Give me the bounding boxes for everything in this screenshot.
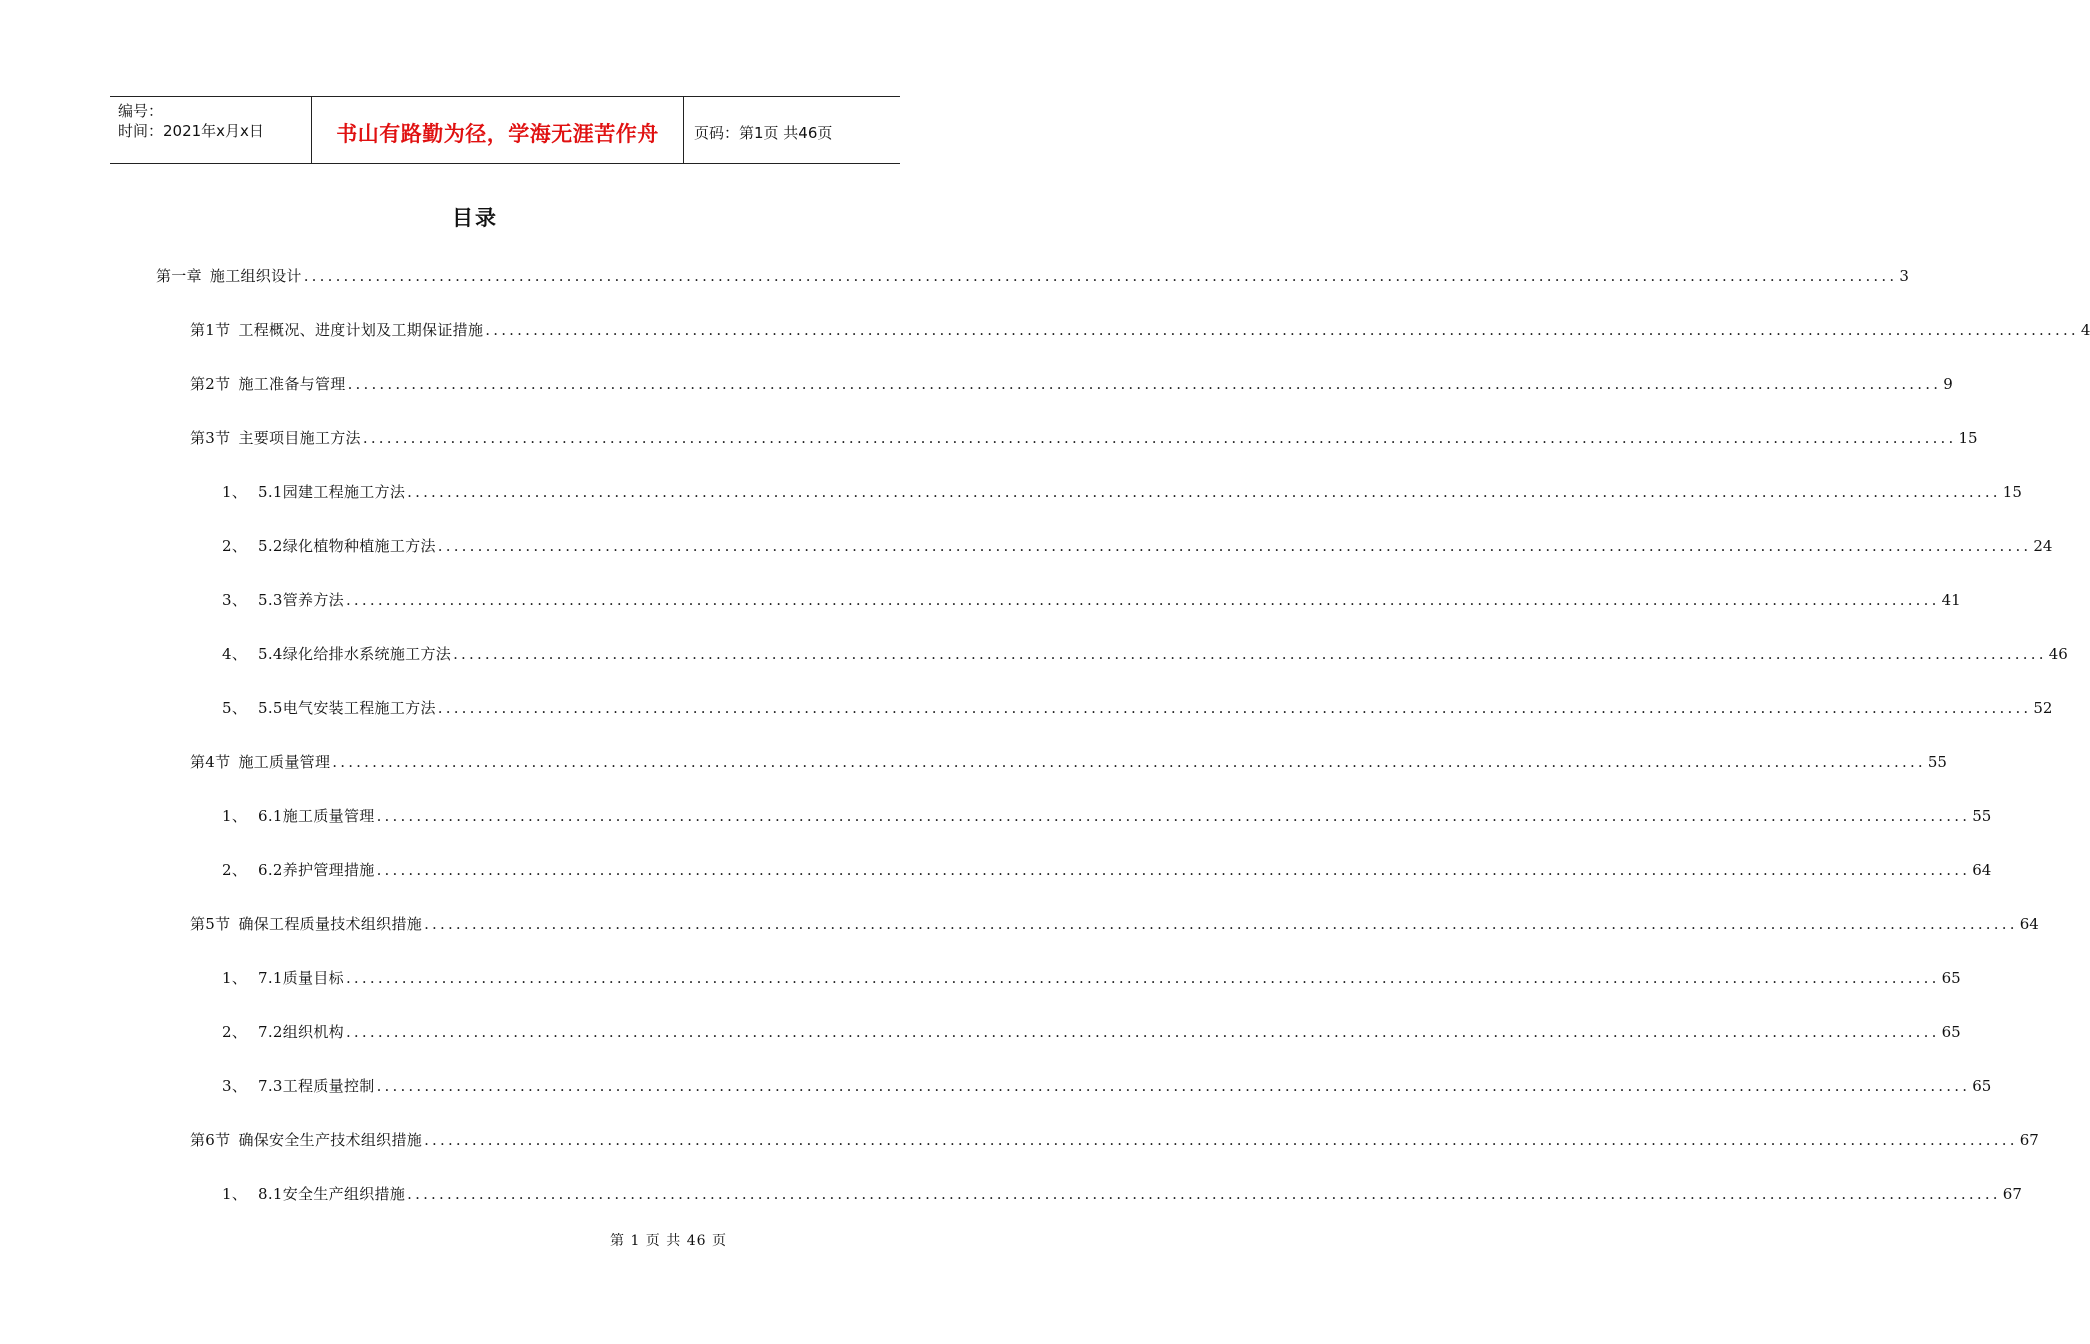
toc-entry-page: 67: [2019, 1131, 2039, 1149]
toc-entry-page: 64: [2019, 915, 2039, 933]
toc-entry-page: 55: [1927, 753, 1947, 771]
toc-entry-page: 41: [1941, 591, 1961, 609]
toc-entry[interactable]: [190, 748, 1947, 772]
toc-entry-page: 3: [1899, 267, 1909, 285]
toc-entry-prefix: 第5节: [190, 915, 231, 933]
toc-entry-prefix: 2、: [222, 861, 248, 879]
toc-entry[interactable]: [190, 1126, 2039, 1150]
toc-entry[interactable]: [222, 802, 1992, 826]
toc-entry-title: 7.1质量目标: [258, 969, 344, 987]
toc-entry-page: 65: [1941, 969, 1961, 987]
toc-entry-page: 9: [1943, 375, 1953, 393]
toc-entry-title: 工程概况、进度计划及工期保证措施: [238, 321, 484, 339]
toc-entry-page: 65: [1941, 1023, 1961, 1041]
toc-entry-page: 65: [1972, 1077, 1992, 1095]
document-header: [110, 96, 900, 164]
toc-entry-title: 施工组织设计: [209, 267, 302, 285]
toc-entry-title: 确保工程质量技术组织措施: [238, 915, 423, 933]
toc-entry-title: 施工准备与管理: [238, 375, 346, 393]
toc-dot-leader: ........................................................................................................................................................................................................: [332, 753, 1926, 771]
toc-entry-prefix: 5、: [222, 699, 248, 717]
toc-entry-label: [222, 644, 451, 664]
page-info: 页码：第1页 共46页: [694, 123, 833, 142]
toc-entry-prefix: 2、: [222, 537, 248, 555]
toc-entry-label: [190, 374, 346, 394]
toc-entry[interactable]: [222, 640, 2068, 664]
toc-dot-leader: ........................................................................................................................................................................................................: [345, 1023, 1940, 1041]
toc-entry-title: 确保安全生产技术组织措施: [238, 1131, 423, 1149]
toc-dot-leader: ........................................................................................................................................................................................................: [437, 537, 2032, 555]
toc-entry[interactable]: [222, 1072, 1992, 1096]
toc-entry-label: [222, 1022, 344, 1042]
toc-entry-page: 67: [2002, 1185, 2022, 1203]
toc-entry-title: 5.4绿化给排水系统施工方法: [258, 645, 452, 663]
toc-entry-title: 8.1安全生产组织措施: [258, 1185, 406, 1203]
toc-entry-label: [222, 536, 436, 556]
toc-entry[interactable]: [222, 532, 2053, 556]
toc-entry-label: [190, 752, 330, 772]
toc-entry-title: 5.3管养方法: [258, 591, 344, 609]
code-label: 编号：: [118, 102, 164, 120]
toc-entry-page: 15: [2002, 483, 2022, 501]
toc-entry-prefix: 1、: [222, 807, 248, 825]
toc-dot-leader: ........................................................................................................................................................................................................: [362, 429, 1957, 447]
toc-entry-label: [222, 1076, 375, 1096]
toc-entry-page: 15: [1958, 429, 1978, 447]
toc-entry-prefix: 3、: [222, 1077, 248, 1095]
toc-entry-page: 4: [2080, 321, 2090, 339]
toc-entry-prefix: 第2节: [190, 375, 231, 393]
header-page-cell: [684, 97, 900, 163]
toc-entry-prefix: 第4节: [190, 753, 231, 771]
header-meta-cell: [110, 97, 312, 163]
toc-entry-title: 5.1园建工程施工方法: [258, 483, 406, 501]
toc-dot-leader: ........................................................................................................................................................................................................: [345, 969, 1940, 987]
toc-dot-leader: ........................................................................................................................................................................................................: [376, 807, 1971, 825]
toc-entry[interactable]: [222, 694, 2053, 718]
motto: 书山有路勤为径，学海无涯苦作舟: [336, 122, 659, 146]
toc-entry-page: 52: [2033, 699, 2053, 717]
toc-entry-title: 5.2绿化植物种植施工方法: [258, 537, 436, 555]
toc-dot-leader: ........................................................................................................................................................................................................: [303, 267, 1898, 285]
toc-entry[interactable]: [222, 856, 1992, 880]
toc-dot-leader: ........................................................................................................................................................................................................: [424, 915, 2018, 933]
toc-entry-prefix: 第6节: [190, 1131, 231, 1149]
toc-dot-leader: ........................................................................................................................................................................................................: [424, 1131, 2018, 1149]
toc-entry[interactable]: [222, 478, 2022, 502]
toc-dot-leader: ........................................................................................................................................................................................................: [407, 483, 2001, 501]
toc-title: 目录: [452, 206, 498, 230]
toc-entry[interactable]: [190, 370, 1953, 394]
toc-entry-label: [222, 806, 375, 826]
toc-entry[interactable]: [222, 586, 1961, 610]
toc-entry-title: 主要项目施工方法: [238, 429, 361, 447]
toc-dot-leader: ........................................................................................................................................................................................................: [345, 591, 1940, 609]
toc-entry[interactable]: [190, 910, 2039, 934]
toc-entry-label: [156, 266, 302, 286]
toc-entry-prefix: 1、: [222, 969, 248, 987]
toc-entry-label: [222, 1184, 405, 1204]
toc-entry-label: [222, 698, 436, 718]
toc-entry-page: 55: [1972, 807, 1992, 825]
time-label: 时间：2021年x月x日: [118, 122, 264, 140]
toc-entry[interactable]: [190, 316, 2090, 340]
toc-entry[interactable]: [156, 262, 1909, 286]
toc-entry-page: 46: [2048, 645, 2068, 663]
toc-entry[interactable]: [222, 1018, 1961, 1042]
toc-entry-label: [190, 914, 422, 934]
toc-dot-leader: ........................................................................................................................................................................................................: [437, 699, 2032, 717]
header-motto-cell: [312, 97, 684, 163]
toc-dot-leader: ........................................................................................................................................................................................................: [407, 1185, 2001, 1203]
page-footer: 第 1 页 共 46 页: [610, 1233, 727, 1249]
toc-entry-title: 7.2组织机构: [258, 1023, 344, 1041]
toc-entry-page: 64: [1972, 861, 1992, 879]
toc-dot-leader: ........................................................................................................................................................................................................: [347, 375, 1942, 393]
toc-entry-prefix: 2、: [222, 1023, 248, 1041]
toc-entry-prefix: 3、: [222, 591, 248, 609]
toc-dot-leader: ........................................................................................................................................................................................................: [376, 861, 1971, 879]
toc-entry-label: [190, 1130, 422, 1150]
toc-entry-prefix: 第1节: [190, 321, 231, 339]
toc-entry-title: 5.5电气安装工程施工方法: [258, 699, 436, 717]
toc-entry-title: 7.3工程质量控制: [258, 1077, 375, 1095]
toc-dot-leader: ........................................................................................................................................................................................................: [453, 645, 2047, 663]
toc-entry[interactable]: [222, 1180, 2022, 1204]
toc-entry-page: 24: [2033, 537, 2053, 555]
toc-entry-label: [222, 860, 375, 880]
toc-entry-label: [190, 320, 483, 340]
toc-entry-prefix: 第一章: [156, 267, 202, 285]
toc-entry-prefix: 1、: [222, 483, 248, 501]
toc-entry-title: 6.2养护管理措施: [258, 861, 375, 879]
toc-entry[interactable]: [190, 424, 1978, 448]
toc-entry-label: [222, 482, 405, 502]
toc-entry-label: [222, 968, 344, 988]
toc-entry-prefix: 第3节: [190, 429, 231, 447]
toc-entry-title: 施工质量管理: [238, 753, 331, 771]
toc-entry-prefix: 1、: [222, 1185, 248, 1203]
toc-dot-leader: ........................................................................................................................................................................................................: [376, 1077, 1971, 1095]
toc-entry-label: [222, 590, 344, 610]
toc-dot-leader: ........................................................................................................................................................................................................: [485, 321, 2079, 339]
toc-entry[interactable]: [222, 964, 1961, 988]
toc-entry-title: 6.1施工质量管理: [258, 807, 375, 825]
toc-entry-label: [190, 428, 361, 448]
toc-entry-prefix: 4、: [222, 645, 248, 663]
